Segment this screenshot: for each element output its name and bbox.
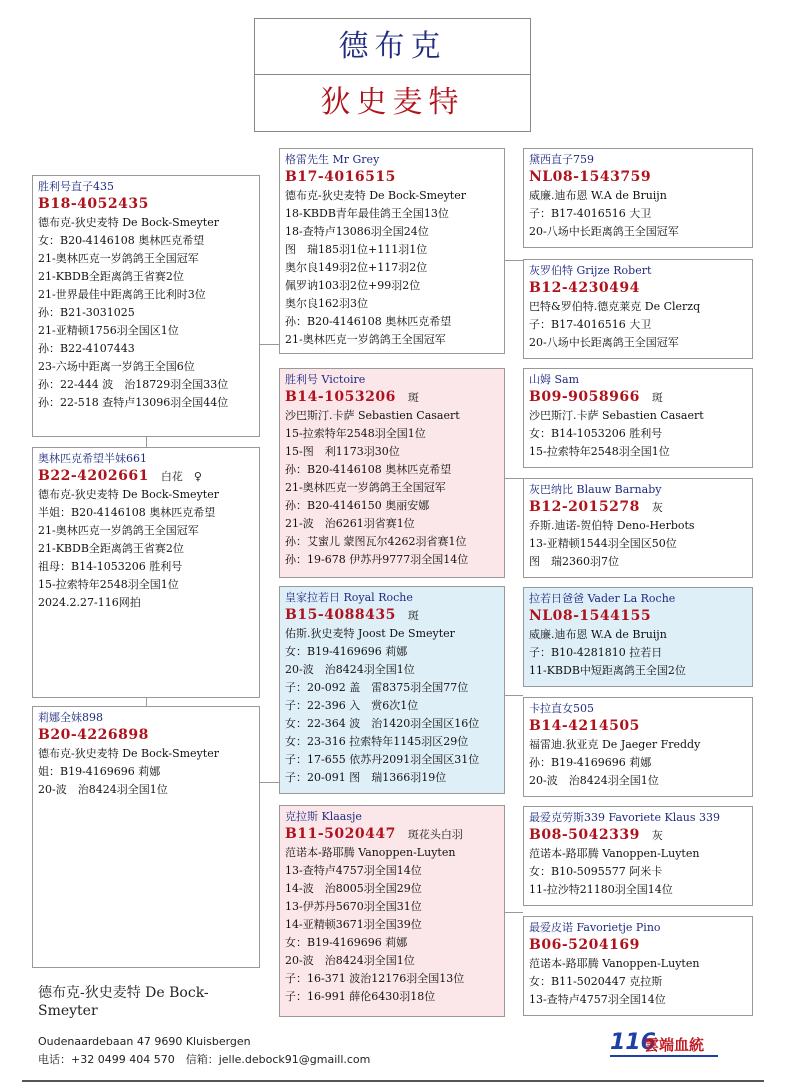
site-logo [610,1030,720,1060]
bird-name: 最爱克劳斯339 Favoriete Klaus 339 [529,811,721,824]
pedigree-box-dam-dam [279,805,505,1017]
connector-line [260,344,279,345]
achievement-line: 孙：B20-4146150 奥丽安娜 [285,499,430,512]
ring-code: B17-4016515 [285,169,396,185]
ring-code: B18-4052435 [38,196,149,212]
bird-name: 格雷先生 Mr Grey [285,153,380,166]
title-line-1: 德布克 [255,19,530,75]
color-sex-note: 斑 [407,391,419,404]
achievement-line: 姐：B19-4169696 莉娜 [38,765,161,778]
bottom-divider [22,1080,764,1082]
achievement-line: 15-图 利1173羽30位 [285,445,400,458]
pedigree-box-dam [32,706,260,968]
achievement-line: 范诺本-路耶腾 Vanoppen-Luyten [529,847,700,860]
achievement-line: 图 瑞2360羽7位 [529,555,619,568]
achievement-line: 女：B11-5020447 克拉斯 [529,975,663,988]
ring-number [38,467,254,486]
achievement-line: 祖母：B14-1053206 胜利号 [38,560,183,573]
achievement-line: 子：22-396 入 赏6次1位 [285,699,419,712]
achievement-line: 21-奥林匹克一岁鸽鸽王全国冠军 [38,252,199,265]
achievement-line: 20-波 治8424羽全国1位 [285,663,415,676]
achievement-line: 21-奥林匹克一岁鸽鸽王全国冠军 [285,333,446,346]
pedigree-box-dds [523,806,753,906]
ring-number [38,195,254,214]
achievement-line: 德布克-狄史麦特 De Bock-Smeyter [285,189,466,202]
logo-text: 雲端血統 [644,1036,705,1054]
achievement-line: 15-拉索特年2548羽全国1位 [529,445,670,458]
ring-number [285,606,499,625]
ring-number [529,607,747,626]
pedigree-box-sss [523,148,753,248]
achievement-line: 女：23-316 拉索特年1145羽区29位 [285,735,469,748]
achievement-line: 女：22-364 波 治1420羽全国区16位 [285,717,480,730]
bird-name: 最爱皮诺 Favorietje Pino [529,921,661,934]
achievement-line: 18-KBDB青年最佳鸽王全国13位 [285,207,449,220]
bird-name: 卡拉直女505 [529,702,594,715]
achievement-line: 奥尔良162羽3位 [285,297,368,310]
achievement-line: 孙：艾蜜儿 蒙图瓦尔4262羽省赛1位 [285,535,467,548]
connector-line [260,782,279,783]
ring-code: B15-4088435 [285,607,396,623]
connector-line [505,912,523,913]
achievement-line: 孙：B20-4146108 奥林匹克希望 [285,315,452,328]
achievement-line: 15-拉索特年2548羽全国1位 [38,578,179,591]
achievement-line: 13-伊苏丹5670羽全国31位 [285,900,422,913]
achievement-line: 子：20-091 图 瑞1366羽19位 [285,771,447,784]
bird-name: 胜利号 Victoire [285,373,366,386]
logo-underline [610,1055,718,1057]
achievement-line: 15-拉索特年2548羽全国1位 [285,427,426,440]
achievement-line: 女：B19-4169696 莉娜 [285,936,408,949]
ring-code: B09-9058966 [529,389,640,405]
achievement-line: 乔斯.迪诺-贺伯特 Deno-Herbots [529,519,695,532]
color-sex-note: 斑 [651,391,663,404]
bird-name: 皇家拉若日 Royal Roche [285,591,413,604]
achievement-line: 女：B10-5095577 阿米卡 [529,865,663,878]
connector-line [505,260,523,261]
achievement-line: 女：B20-4146108 奥林匹克希望 [38,234,205,247]
ring-number [529,388,747,407]
bird-name: 奥林匹克希望半妹661 [38,452,147,465]
connector-line [146,698,147,706]
achievement-line: 孙：22-518 查特卢13096羽全国44位 [38,396,229,409]
achievement-line: 子：16-991 薛伦6430羽18位 [285,990,436,1003]
pedigree-box-dss [523,587,753,687]
achievement-line: 孙：B22-4107443 [38,342,135,355]
pedigree-box-dam-sire [279,586,505,794]
achievement-line: 子：20-092 盖 雷8375羽全国77位 [285,681,469,694]
achievement-line: 子：16-371 波治12176羽全国13位 [285,972,465,985]
ring-number [529,826,747,845]
ring-code: B14-4214505 [529,718,640,734]
pedigree-box-sire-sire [279,148,505,354]
achievement-line: 20-波 治8424羽全国1位 [38,783,168,796]
ring-number [529,168,747,187]
owner-name: 德布克-狄史麦特 De Bock-Smeyter [38,985,209,1019]
achievement-line: 巴特&罗伯特.德克莱克 De Clerzq [529,300,701,313]
achievement-line: 沙巴斯汀.卡萨 Sebastien Casaert [285,409,460,422]
achievement-line: 图 瑞185羽1位+111羽1位 [285,243,428,256]
pedigree-box-dsd [523,697,753,797]
achievement-line: 范诺本-路耶腾 Vanoppen-Luyten [529,957,700,970]
bird-name: 山姆 Sam [529,373,580,386]
achievement-line: 威廉.迪布恩 W.A de Bruijn [529,628,667,641]
ring-number [529,279,747,298]
achievement-line: 20-波 治8424羽全国1位 [285,954,415,967]
ring-number [38,726,254,745]
achievement-line: 孙：B21-3031025 [38,306,135,319]
pedigree-box-sire [32,175,260,437]
achievement-line: 18-查特卢13086羽全国24位 [285,225,429,238]
color-sex-note: 斑花头白羽 [407,828,463,841]
color-sex-note: 灰 [651,501,663,514]
achievement-line: 佩罗讷103羽2位+99羽2位 [285,279,421,292]
connector-line [505,695,523,696]
achievement-line: 半姐：B20-4146108 奥林匹克希望 [38,506,216,519]
bird-name: 拉若日爸爸 Vader La Roche [529,592,676,605]
color-sex-note: 灰 [651,829,663,842]
pedigree-box-ssd [523,259,753,359]
pedigree-box-sds [523,368,753,468]
ring-code: B14-1053206 [285,389,396,405]
achievement-line: 20-波 治8424羽全国1位 [529,774,659,787]
achievement-line: 21-奥林匹克一岁鸽鸽王全国冠军 [285,481,446,494]
achievement-line: 福雷迪.狄亚克 De Jaeger Freddy [529,738,701,751]
ring-code: B08-5042339 [529,827,640,843]
achievement-line: 女：B19-4169696 莉娜 [285,645,408,658]
achievement-line: 威廉.迪布恩 W.A de Bruijn [529,189,667,202]
color-sex-note: 斑 [407,609,419,622]
ring-code: NL08-1544155 [529,608,652,624]
achievement-line: 子：B17-4016516 大卫 [529,318,652,331]
ring-code: NL08-1543759 [529,169,652,185]
bird-name: 灰罗伯特 Grijze Robert [529,264,652,277]
achievement-line: 德布克-狄史麦特 De Bock-Smeyter [38,747,219,760]
pedigree-box-subject [32,447,260,698]
title-line-2: 狄史麦特 [320,85,465,120]
ring-code: B12-4230494 [529,280,640,296]
achievement-line: 20-八场中长距离鸽王全国冠军 [529,336,679,349]
achievement-line: 20-八场中长距离鸽王全国冠军 [529,225,679,238]
ring-number [285,825,499,844]
achievement-line: 13-查特卢4757羽全国14位 [285,864,422,877]
achievement-line: 11-KBDB中短距离鸽王全国2位 [529,664,686,677]
achievement-line: 14-波 治8005羽全国29位 [285,882,422,895]
pedigree-title [254,18,531,132]
connector-line [146,437,147,447]
achievement-line: 佑斯.狄史麦特 Joost De Smeyter [285,627,455,640]
achievement-line: 德布克-狄史麦特 De Bock-Smeyter [38,216,219,229]
bird-name: 黛西直子759 [529,153,594,166]
ring-code: B22-4202661 [38,468,149,484]
achievement-line: 奥尔良149羽2位+117羽2位 [285,261,428,274]
achievement-line: 沙巴斯汀.卡萨 Sebastien Casaert [529,409,704,422]
contact-line: 电话：+32 0499 404 570 信箱：jelle.debock91@gmaill.com [38,1053,371,1066]
achievement-line: 2024.2.27-116网拍 [38,596,141,609]
achievement-line: 孙：B19-4169696 莉娜 [529,756,652,769]
connector-line [505,478,523,479]
achievement-line: 21-KBDB全距离鸽王省赛2位 [38,270,184,283]
ring-number [285,168,499,187]
achievement-line: 子：B10-4281810 拉若日 [529,646,663,659]
ring-number [529,498,747,517]
achievement-line: 13-亚精顿1544羽全国区50位 [529,537,677,550]
achievement-line: 23-六场中距离一岁鸽王全国6位 [38,360,195,373]
achievement-line: 子：B17-4016516 大卫 [529,207,652,220]
achievement-line: 21-波 治6261羽省赛1位 [285,517,415,530]
achievement-line: 21-奥林匹克一岁鸽鸽王全国冠军 [38,524,199,537]
achievement-line: 女：B14-1053206 胜利号 [529,427,663,440]
achievement-line: 德布克-狄史麦特 De Bock-Smeyter [38,488,219,501]
ring-code: B06-5204169 [529,937,640,953]
ring-number [529,717,747,736]
achievement-line: 范诺本-路耶腾 Vanoppen-Luyten [285,846,456,859]
bird-name: 克拉斯 Klaasje [285,810,362,823]
bird-name: 灰巴纳比 Blauw Barnaby [529,483,662,496]
pedigree-box-sdd [523,478,753,578]
ring-code: B20-4226898 [38,727,149,743]
ring-number [529,936,747,955]
color-sex-note: 白花 ♀ [160,470,202,483]
achievement-line: 14-亚精顿3671羽全国39位 [285,918,422,931]
ring-code: B12-2015278 [529,499,640,515]
pedigree-box-ddd [523,916,753,1016]
achievement-line: 子：17-655 依苏丹2091羽全国区31位 [285,753,480,766]
achievement-line: 21-KBDB全距离鸽王省赛2位 [38,542,184,555]
achievement-line: 21-世界最佳中距离鸽王比利时3位 [38,288,206,301]
address-line: Oudenaardebaan 47 9690 Kluisbergen [38,1035,251,1048]
achievement-line: 21-亚精顿1756羽全国区1位 [38,324,179,337]
achievement-line: 孙：19-678 伊苏丹9777羽全国14位 [285,553,469,566]
ring-number [285,388,499,407]
owner-contact [38,1033,370,1069]
logo-number: 116 [610,1030,656,1055]
ring-code: B11-5020447 [285,826,396,842]
achievement-line: 孙：B20-4146108 奥林匹克希望 [285,463,452,476]
achievement-line: 孙：22-444 波 治18729羽全国33位 [38,378,229,391]
bird-name: 胜利号直子435 [38,180,114,193]
achievement-line: 13-查特卢4757羽全国14位 [529,993,666,1006]
pedigree-box-sire-dam [279,368,505,578]
bird-name: 莉娜全妹898 [38,711,103,724]
achievement-line: 11-拉沙特21180羽全国14位 [529,883,673,896]
